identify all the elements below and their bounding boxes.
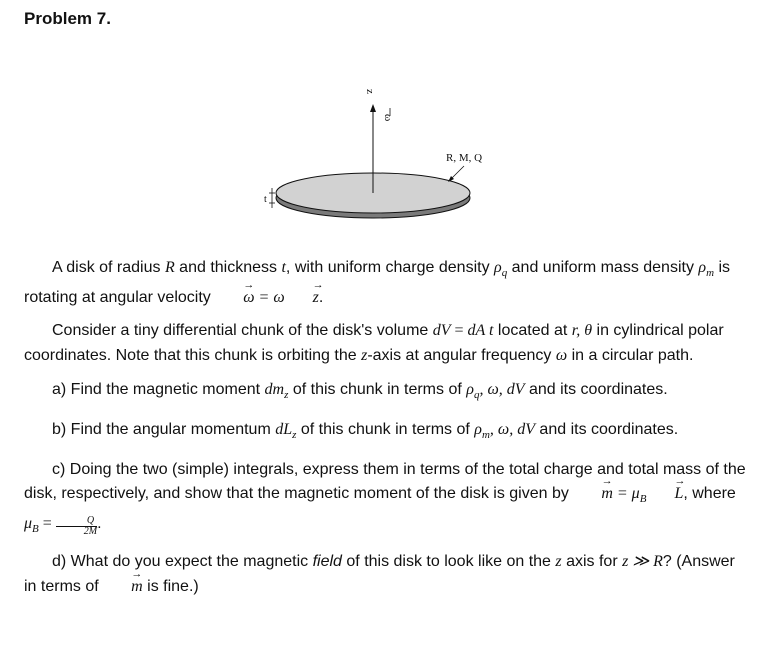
thickness-label: t: [264, 194, 267, 205]
z-axis-label: z: [364, 89, 376, 94]
problem-title: Problem 7.: [24, 9, 111, 28]
part-c: c) Doing the two (simple) integrals, express them in terms of the total charge and total mass of the disk, respectively, and show that the magnetic moment of the disk is given by → $m = \mu_B\to L$, where $\mu_B$ = $\frac{Q}{2M}$ .: [24, 458, 746, 542]
paragraph-intro: A disk of radius R and thickness t, with uniform charge density $\rho_q$ and uniform mass density $\rho_m$ is rotating at angular velocity → ω = ω→ z.: [24, 256, 746, 310]
paragraph-chunk: Consider a tiny differential chunk of the disk's volume dV = dA t located at r, θ in cylindrical polar coordinates. Note that this chunk is orbiting the z-axis at angular frequency ω in a circular path.: [24, 322, 724, 364]
part-a: a) Find the magnetic moment $dm_z$ of this chunk in terms of $\rho_q$, ω, dV and its coordinates.: [52, 381, 668, 402]
omega-label: ω: [382, 114, 394, 122]
disk-label: R, M, Q: [446, 152, 483, 164]
z-axis-arrowhead: [370, 104, 376, 112]
disk-figure: [0, 0, 770, 240]
body-text: [24, 256, 746, 599]
part-d: d) What do you expect the magnetic field of this disk to look like on the z axis for z ≫ R? (Answer in terms of → m is fine.): [24, 550, 746, 599]
part-b: b) Find the angular momentum $dL_z$ of this chunk in terms of $\rho_m$, ω, dV and its coordinates.: [52, 420, 679, 442]
